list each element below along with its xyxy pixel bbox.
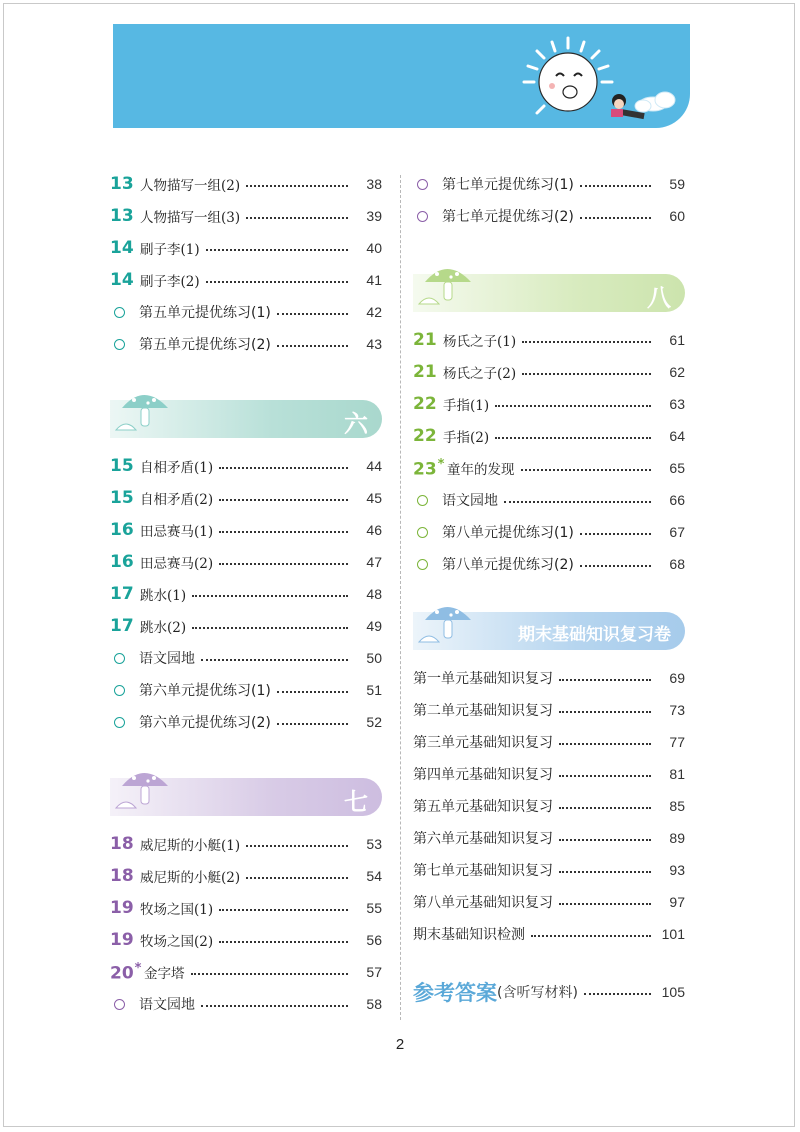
lesson-title: 跳水(1) [140,588,187,604]
page-number: 48 [366,586,382,602]
lesson-title: 自相矛盾(2) [140,492,214,508]
toc-row[interactable] [413,516,685,548]
lesson-number: 19 [110,930,134,950]
page-number: 85 [669,798,685,814]
leader-dots [522,373,651,375]
lesson-title: 语文园地 [442,493,498,509]
lesson-number: 17 [110,584,134,604]
leader-dots [580,185,651,187]
unit-label: 六 [344,410,368,438]
leader-dots [580,533,651,535]
page-number: 53 [366,836,382,852]
leader-dots [201,659,348,661]
leader-dots [559,711,651,713]
page-number: 101 [661,926,685,942]
toc-row[interactable] [110,450,382,482]
page-number: 40 [366,240,382,256]
page-number: 65 [669,460,685,476]
circle-icon [417,179,428,190]
lesson-title: 第七单元基础知识复习 [413,863,553,879]
page-number: 45 [366,490,382,506]
lesson-number: 17 [110,616,134,636]
lesson-number: 14 [110,238,134,258]
lesson-title: 第四单元基础知识复习 [413,767,553,783]
toc-row[interactable] [110,674,382,706]
unit-label: 八 [647,284,671,312]
lesson-title: 威尼斯的小艇(2) [140,870,241,886]
lesson-title: 田忌赛马(2) [140,556,214,572]
leader-dots [246,877,348,879]
page-number: 52 [366,714,382,730]
lesson-number-value: 23 [413,459,437,480]
toc-row[interactable] [413,662,685,694]
final-review-list [413,662,685,950]
lesson-title: 跳水(2) [140,620,187,636]
toc-row[interactable] [110,610,382,642]
lesson-title: 第一单元基础知识复习 [413,671,553,687]
toc-row[interactable] [413,452,685,484]
lesson-number [110,961,144,984]
left-column [110,168,382,1020]
leader-dots [246,185,348,187]
lesson-number: 16 [110,552,134,572]
lesson-number [413,457,447,480]
toc-row[interactable] [110,328,382,360]
toc-row[interactable] [413,200,685,232]
lesson-number: 15 [110,488,134,508]
page-number: 58 [366,996,382,1012]
leader-dots [277,345,348,347]
leader-dots [192,627,348,629]
page-number: 51 [366,682,382,698]
page-number: 43 [366,336,382,352]
leader-dots [522,341,651,343]
leader-dots [192,595,348,597]
unit7-banner [110,778,382,816]
lesson-title: 牧场之国(2) [140,934,214,950]
toc-row[interactable] [110,988,382,1020]
toc-row[interactable] [413,726,685,758]
circle-icon [114,717,125,728]
lesson-title: 第六单元基础知识复习 [413,831,553,847]
leader-dots [219,909,348,911]
leader-dots [504,501,651,503]
unit8-banner [413,274,685,312]
unit7b-list [413,168,685,232]
lesson-number: 21 [413,362,437,382]
mushroom-icon [114,756,174,818]
lesson-title: 牧场之国(1) [140,902,214,918]
lesson-title: 人物描写一组(2) [140,178,241,194]
sun-and-child-icon [113,24,690,128]
leader-dots [277,691,348,693]
lesson-number: 16 [110,520,134,540]
page-number: 47 [366,554,382,570]
toc-row[interactable] [413,790,685,822]
lesson-number: 22 [413,394,437,414]
lesson-title: 人物描写一组(3) [140,210,241,226]
circle-icon [417,211,428,222]
page-number: 59 [669,176,685,192]
unit-label: 七 [344,788,368,816]
leader-dots [559,679,651,681]
lesson-title: 自相矛盾(1) [140,460,214,476]
lesson-number: 15 [110,456,134,476]
mushroom-icon [114,378,174,440]
toc-row[interactable] [413,886,685,918]
lesson-number: 19 [110,898,134,918]
lesson-title: 手指(2) [443,430,490,446]
toc-row[interactable] [413,324,685,356]
page-number: 93 [669,862,685,878]
lesson-number: 21 [413,330,437,350]
lesson-title: 期末基础知识检测 [413,927,525,943]
page-number: 55 [366,900,382,916]
toc-row[interactable] [110,956,382,988]
lesson-title: 手指(1) [443,398,490,414]
toc-row[interactable] [110,482,382,514]
toc-row[interactable] [413,388,685,420]
page-number: 61 [669,332,685,348]
toc-row[interactable] [110,578,382,610]
lesson-title: 第六单元提优练习(2) [139,715,271,731]
toc-row[interactable] [110,828,382,860]
page-number: 63 [669,396,685,412]
circle-icon [417,527,428,538]
header-banner [113,24,690,128]
leader-dots [201,1005,348,1007]
toc-row[interactable] [110,296,382,328]
toc-row[interactable] [110,200,382,232]
toc-row[interactable] [110,924,382,956]
page-number: 62 [669,364,685,380]
page-number: 39 [366,208,382,224]
leader-dots [521,469,652,471]
page-number: 68 [669,556,685,572]
lesson-title: 杨氏之子(2) [443,366,517,382]
leader-dots [531,935,651,937]
page-number: 49 [366,618,382,634]
toc-row[interactable] [413,854,685,886]
page-footer-number: 2 [395,1036,405,1053]
unit8-list [413,324,685,580]
toc-row[interactable] [413,168,685,200]
lesson-number: 18 [110,866,134,886]
leader-dots [277,313,348,315]
toc-row[interactable] [413,918,685,950]
lesson-title: 第八单元提优练习(1) [442,525,574,541]
lesson-title: 威尼斯的小艇(1) [140,838,241,854]
leader-dots [206,281,348,283]
leader-dots [559,839,651,841]
toc-row[interactable] [413,356,685,388]
lesson-title: 田忌赛马(1) [140,524,214,540]
toc-row[interactable] [413,758,685,790]
lesson-title: 刷子李(2) [140,274,200,290]
leader-dots [559,775,651,777]
column-divider [400,175,401,1020]
toc-row[interactable] [110,168,382,200]
page-number: 89 [669,830,685,846]
leader-dots [219,499,348,501]
star-mark: * [437,456,445,472]
answer-key-title: 参考答案 [413,981,497,1005]
circle-icon [114,999,125,1010]
page-number: 77 [669,734,685,750]
circle-icon [417,559,428,570]
unit5-list [110,168,382,360]
circle-icon [114,307,125,318]
leader-dots [580,565,651,567]
lesson-number: 13 [110,206,134,226]
toc-row[interactable] [110,264,382,296]
star-mark: * [134,960,142,976]
leader-dots [246,217,348,219]
leader-dots [559,871,651,873]
lesson-title: 第八单元提优练习(2) [442,557,574,573]
leader-dots [559,743,651,745]
page-number: 97 [669,894,685,910]
leader-dots [559,807,651,809]
circle-icon [417,495,428,506]
lesson-title: 语文园地 [139,651,195,667]
lesson-title: 第七单元提优练习(2) [442,209,574,225]
page-number: 46 [366,522,382,538]
lesson-title: 第八单元基础知识复习 [413,895,553,911]
lesson-title: 杨氏之子(1) [443,334,517,350]
circle-icon [114,685,125,696]
leader-dots [277,723,348,725]
page-number: 64 [669,428,685,444]
toc-row[interactable] [413,420,685,452]
page-number: 44 [366,458,382,474]
toc-row[interactable] [413,548,685,580]
page-number: 57 [366,964,382,980]
page-number: 66 [669,492,685,508]
lesson-number: 22 [413,426,437,446]
page-number: 67 [669,524,685,540]
lesson-title: 童年的发现 [447,462,515,478]
leader-dots [219,467,348,469]
leader-dots [584,993,651,995]
leader-dots [580,217,651,219]
lesson-title: 刷子李(1) [140,242,200,258]
lesson-title: 第五单元提优练习(1) [139,305,271,321]
toc-row[interactable] [413,694,685,726]
unit7-list [110,828,382,1020]
page-number: 73 [669,702,685,718]
page-number: 54 [366,868,382,884]
mushroom-icon [417,590,477,652]
leader-dots [559,903,651,905]
page-number: 56 [366,932,382,948]
toc-row[interactable] [110,892,382,924]
toc-row[interactable] [413,484,685,516]
answer-key-subtitle: (含听写材料) [497,985,578,1001]
page-number: 42 [366,304,382,320]
leader-dots [191,973,349,975]
lesson-title: 第五单元基础知识复习 [413,799,553,815]
final-review-banner [413,612,685,650]
leader-dots [219,531,348,533]
lesson-title: 第六单元提优练习(1) [139,683,271,699]
right-column [413,168,685,1010]
leader-dots [206,249,348,251]
unit6-banner [110,400,382,438]
leader-dots [495,405,651,407]
page-number: 81 [669,766,685,782]
lesson-title: 第五单元提优练习(2) [139,337,271,353]
toc-row[interactable] [413,822,685,854]
leader-dots [219,941,348,943]
toc-row[interactable] [110,706,382,738]
page-number: 38 [366,176,382,192]
lesson-number: 14 [110,270,134,290]
circle-icon [114,339,125,350]
toc-row[interactable] [110,514,382,546]
page-number: 50 [366,650,382,666]
unit6-list [110,450,382,738]
page-number: 105 [661,984,685,1000]
lesson-number: 18 [110,834,134,854]
leader-dots [219,563,348,565]
toc-row[interactable] [110,642,382,674]
toc-row[interactable] [110,860,382,892]
page-number: 41 [366,272,382,288]
mushroom-icon [417,252,477,314]
leader-dots [246,845,348,847]
lesson-title: 第三单元基础知识复习 [413,735,553,751]
toc-row[interactable] [110,546,382,578]
unit-label: 期末基础知识复习卷 [518,625,671,645]
lesson-number-value: 20 [110,963,134,984]
lesson-title: 第七单元提优练习(1) [442,177,574,193]
leader-dots [495,437,651,439]
toc-row[interactable] [110,232,382,264]
page-number: 69 [669,670,685,686]
lesson-title: 金字塔 [144,966,185,982]
lesson-title: 第二单元基础知识复习 [413,703,553,719]
lesson-number: 13 [110,174,134,194]
lesson-title: 语文园地 [139,997,195,1013]
page-number: 60 [669,208,685,224]
circle-icon [114,653,125,664]
answer-key-row[interactable] [413,974,685,1010]
